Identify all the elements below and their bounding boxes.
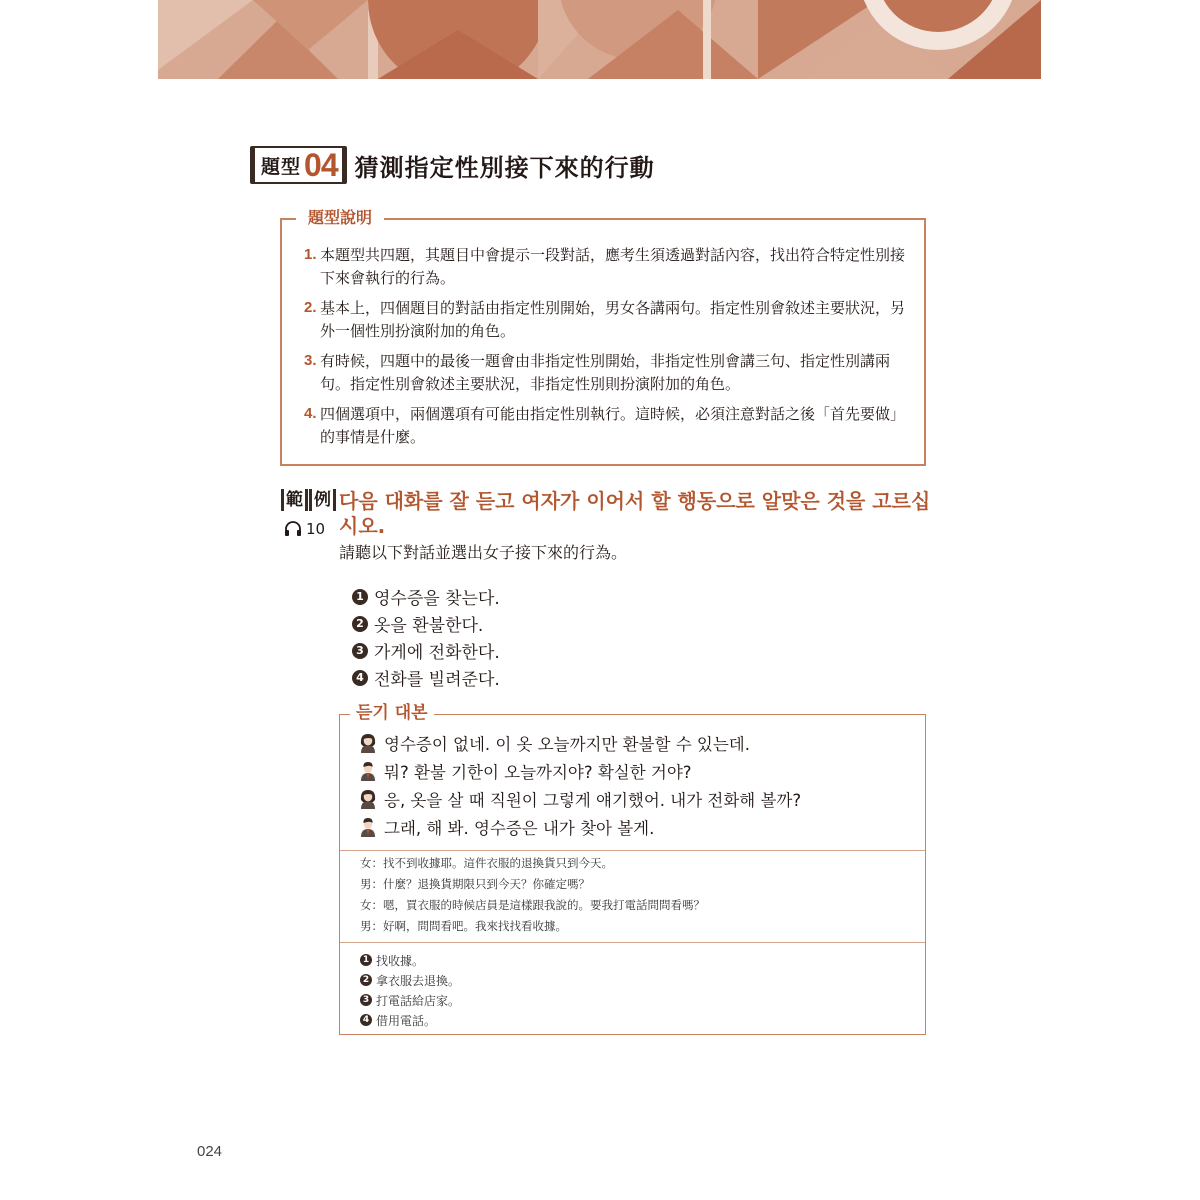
answer-translation-text: 打電話給店家。	[376, 993, 461, 1008]
question-translation: 請聽以下對話並選出女子接下來的行為。	[339, 543, 628, 562]
option-number-icon: 1	[352, 589, 368, 605]
answer-translations	[360, 950, 460, 1030]
dialogue-text: 영수증이 없네. 이 옷 오늘까지만 환불할 수 있는데.	[384, 735, 750, 754]
script-divider	[340, 850, 925, 851]
example-label	[281, 489, 336, 511]
answer-option[interactable]	[352, 664, 500, 691]
description-item-number: 1.	[304, 246, 317, 263]
translation-line: 女：找不到收據耶。這件衣服的退換貨只到今天。	[360, 856, 613, 870]
answer-translation	[360, 970, 460, 990]
description-item	[304, 350, 909, 395]
section-title-row	[250, 145, 655, 185]
option-number-icon: 3	[352, 643, 368, 659]
listening-script-box	[339, 703, 926, 1035]
description-item-text: 四個選項中，兩個選項有可能由指定性別執行。這時候，必須注意對話之後「首先要做」的事情是什麼。	[320, 405, 906, 446]
question-type-label: 題型	[261, 155, 302, 178]
page-title: 猜測指定性別接下來的行動	[354, 153, 655, 182]
translation-line: 男：什麼？退換貨期限只到今天？你確定嗎？	[360, 877, 590, 891]
female-speaker-icon	[358, 732, 378, 754]
answer-option[interactable]	[352, 610, 500, 637]
example-label-char: 例	[309, 489, 336, 511]
description-item-number: 4.	[304, 405, 317, 422]
dialogue-text: 뭐? 환불 기한이 오늘까지야? 확실한 거야?	[384, 763, 692, 782]
option-number-icon: 1	[360, 954, 372, 966]
audio-track[interactable]	[284, 520, 325, 538]
header-banner	[158, 0, 1041, 79]
type-description-box	[280, 208, 926, 466]
description-item-number: 2.	[304, 299, 317, 316]
option-text: 옷을 환불한다.	[374, 616, 484, 636]
question-type-badge	[250, 146, 347, 184]
description-legend: 題型說明	[296, 206, 384, 230]
female-speaker-icon	[358, 788, 378, 810]
option-number-icon: 3	[360, 994, 372, 1006]
answer-option[interactable]	[352, 637, 500, 664]
description-item-text: 有時候，四題中的最後一題會由非指定性別開始，非指定性別會講三句、指定性別講兩句。指定性別會敘述主要狀況，非指定性別則扮演附加的角色。	[320, 352, 891, 393]
male-speaker-icon	[358, 816, 378, 838]
answer-translation	[360, 1010, 460, 1030]
answer-translation-text: 找收據。	[376, 953, 425, 968]
description-item-text: 基本上，四個題目的對話由指定性別開始，男女各講兩句。指定性別會敘述主要狀況，另外一個性別扮演附加的角色。	[320, 299, 906, 340]
option-text: 영수증을 찾는다.	[374, 589, 500, 609]
description-item	[304, 297, 909, 342]
translation-line: 男：好啊，問問看吧。我來找找看收據。	[360, 919, 567, 933]
description-list	[304, 244, 909, 456]
answer-translation-text: 拿衣服去退換。	[376, 973, 461, 988]
option-number-icon: 4	[352, 670, 368, 686]
script-divider	[340, 942, 925, 943]
audio-track-number: 10	[306, 520, 326, 538]
dialogue-translation	[360, 853, 705, 937]
dialogue	[358, 729, 801, 841]
dialogue-text: 응, 옷을 살 때 직원이 그렇게 얘기했어. 내가 전화해 볼까?	[384, 791, 802, 810]
script-legend: 듣기 대본	[350, 701, 434, 725]
answer-translation-text: 借用電話。	[376, 1013, 437, 1028]
dialogue-line	[358, 757, 801, 785]
question-korean: 다음 대화를 잘 듣고 여자가 이어서 할 행동으로 알맞은 것을 고르십시오.	[339, 489, 931, 538]
dialogue-line	[358, 813, 801, 841]
description-item-text: 本題型共四題，其題目中會提示一段對話，應考生須透過對話內容，找出符合特定性別接下來會執行的行為。	[320, 246, 906, 287]
question-type-number: 04	[304, 147, 338, 183]
example-label-char: 範	[281, 489, 308, 511]
headphones-icon	[284, 521, 302, 537]
option-number-icon: 2	[360, 974, 372, 986]
option-number-icon: 4	[360, 1014, 372, 1026]
page-number: 024	[197, 1143, 223, 1160]
answer-translation	[360, 950, 460, 970]
description-item	[304, 403, 909, 448]
option-text: 전화를 빌려준다.	[374, 670, 500, 690]
option-text: 가게에 전화한다.	[374, 643, 500, 663]
dialogue-line	[358, 729, 801, 757]
translation-line: 女：嗯，買衣服的時候店員是這樣跟我說的。要我打電話問問看嗎？	[360, 898, 705, 912]
description-item	[304, 244, 909, 289]
answer-translation	[360, 990, 460, 1010]
answer-option[interactable]	[352, 583, 500, 610]
dialogue-text: 그래, 해 봐. 영수증은 내가 찾아 볼게.	[384, 819, 655, 838]
male-speaker-icon	[358, 760, 378, 782]
description-item-number: 3.	[304, 352, 317, 369]
answer-options	[352, 583, 500, 691]
option-number-icon: 2	[352, 616, 368, 632]
dialogue-line	[358, 785, 801, 813]
